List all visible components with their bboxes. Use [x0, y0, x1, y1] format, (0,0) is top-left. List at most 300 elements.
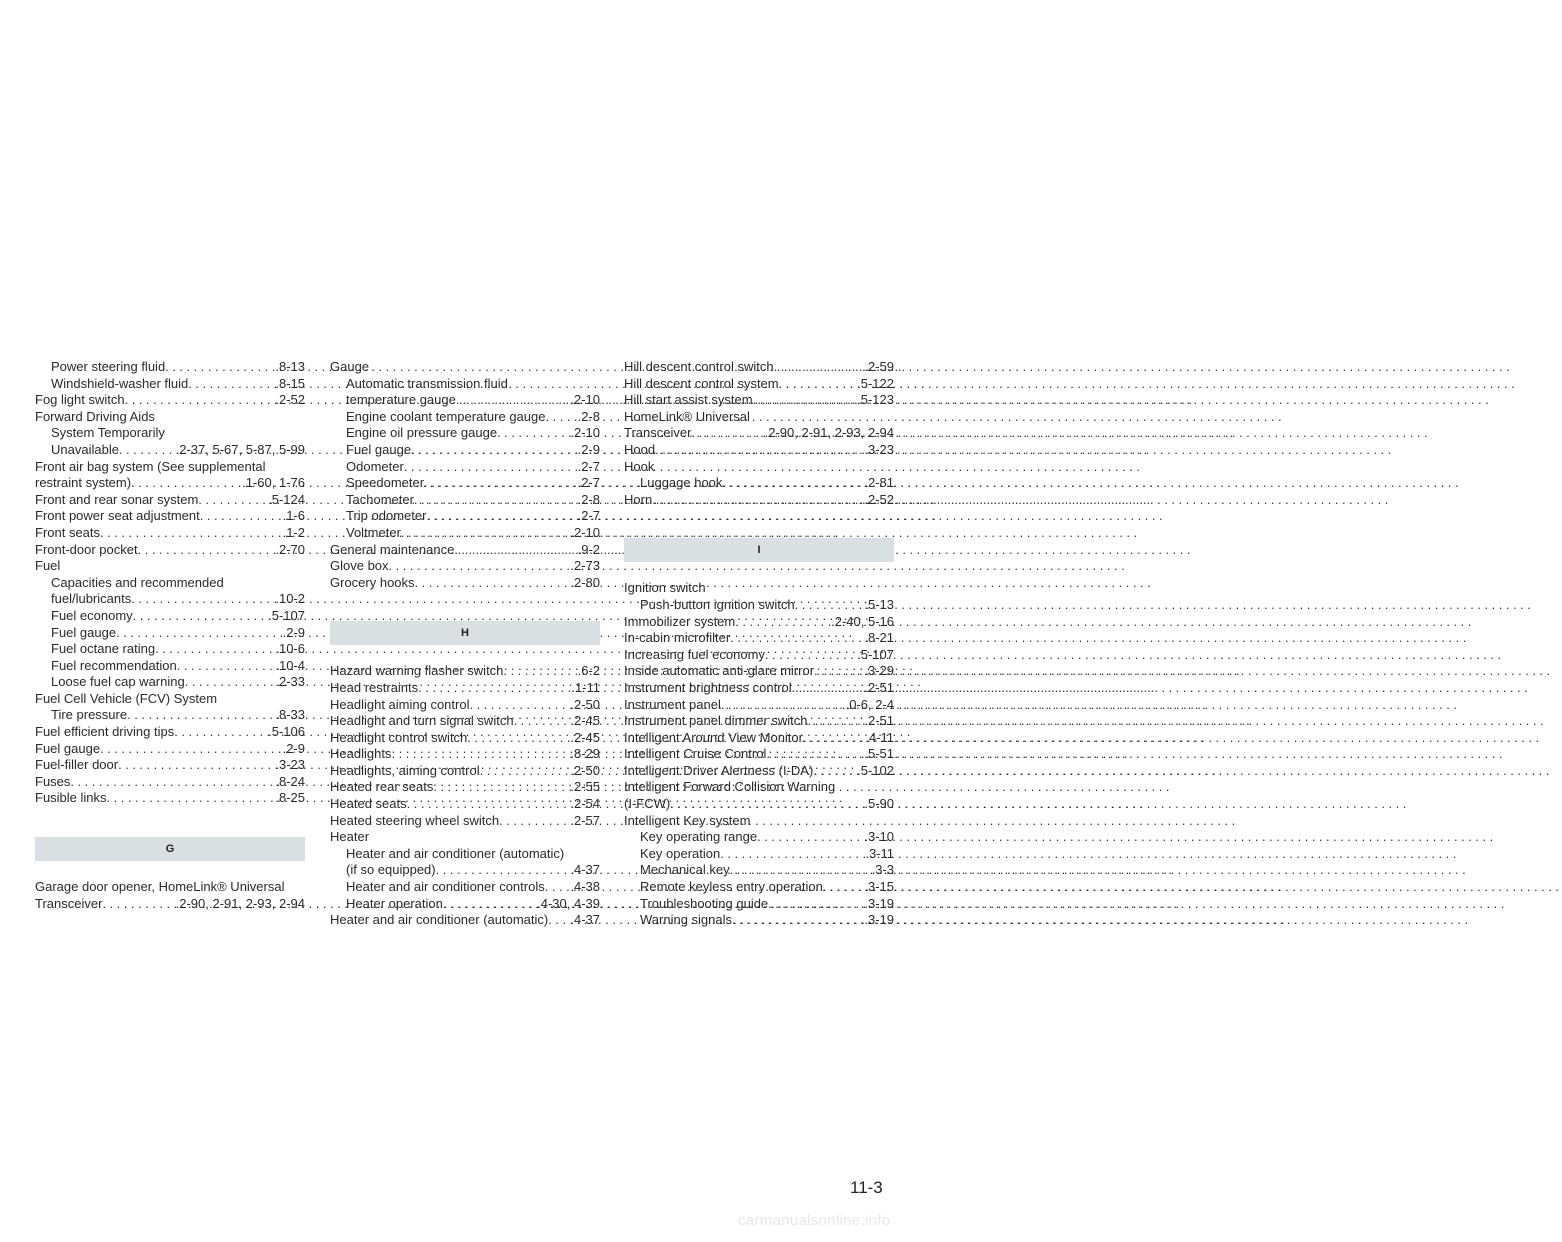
dot-leader	[774, 359, 864, 376]
index-entry[interactable]	[624, 730, 894, 747]
index-entry-page[interactable]: . 3-11	[864, 846, 894, 863]
index-entry-page[interactable]: . 3-29	[863, 663, 894, 680]
index-entry-label: restraint system)	[35, 475, 132, 491]
index-entry-page[interactable]: . 2-7	[577, 508, 600, 525]
index-entry-label: Headlights, aiming control	[330, 762, 480, 778]
dot-leader	[691, 425, 763, 442]
index-entry-page[interactable]: . 2-10	[569, 392, 600, 409]
index-entry-label: Intelligent Around View Monitor	[624, 729, 803, 745]
index-entry[interactable]	[624, 763, 894, 780]
index-entry-page[interactable]: . 2-90, 2-91, 2-93, 2-94	[764, 425, 894, 442]
index-entry[interactable]	[330, 508, 600, 525]
index-entry-page[interactable]: . 2-33	[274, 674, 305, 691]
index-entry-page[interactable]: . 1-11	[570, 680, 600, 697]
index-entry[interactable]	[330, 442, 600, 459]
index-heading: Intelligent Forward Collision Warning	[624, 779, 836, 795]
index-entry[interactable]	[330, 425, 600, 442]
index-entry-label: Transceiver	[624, 425, 692, 441]
index-entry-label: Tachometer	[346, 491, 414, 507]
index-entry-label: Hood	[624, 441, 656, 457]
index-entry-page[interactable]: . 2-55	[569, 779, 600, 796]
index-heading: Front air bag system (See supplemental	[35, 458, 266, 474]
index-entry[interactable]	[330, 409, 600, 426]
index-entry[interactable]	[330, 746, 600, 763]
index-entry[interactable]	[624, 796, 894, 813]
dot-leader	[404, 459, 577, 476]
dot-leader	[100, 741, 282, 758]
index-entry-label: Increasing fuel economy	[624, 646, 765, 662]
index-entry-page[interactable]: . 2-9	[282, 741, 305, 758]
index-entry-page[interactable]: . 3-15	[863, 879, 894, 896]
dot-leader	[721, 697, 845, 714]
index-entry-label: Fuel efficient driving tips	[35, 724, 175, 740]
index-entry-page[interactable]: . 2-7	[577, 459, 600, 476]
index-entry[interactable]	[624, 896, 894, 913]
dot-leader	[424, 475, 577, 492]
index-entry[interactable]	[330, 459, 600, 476]
index-entry-page[interactable]: . 4-38	[569, 879, 600, 896]
dot-leader	[188, 376, 274, 393]
index-entry-page[interactable]: . 2-10	[569, 525, 600, 542]
index-entry-label: Horn	[624, 491, 653, 507]
index-entry-label: In-cabin microfilter	[624, 630, 731, 646]
index-entry-page[interactable]: . 2-59	[863, 359, 894, 376]
index-entry-label: Voltmeter	[346, 524, 401, 540]
index-entry-page[interactable]: . 4-37	[569, 912, 600, 929]
dot-leader	[467, 730, 569, 747]
index-entry[interactable]	[35, 608, 305, 625]
dot-leader	[414, 492, 577, 509]
index-entry-page[interactable]: . 8-15	[274, 376, 305, 393]
index-entry[interactable]	[330, 879, 600, 896]
index-entry-label: Instrument panel dimmer switch	[624, 713, 808, 729]
index-entry[interactable]	[624, 879, 894, 896]
index-entry-page[interactable]: . 3-23	[863, 442, 894, 459]
index-entry-label: Inside automatic anti-glare mirror	[624, 663, 815, 679]
index-entry-page[interactable]: . 10-6	[274, 641, 305, 658]
index-entry-page[interactable]: . 8-25	[274, 790, 305, 807]
index-entry[interactable]	[35, 896, 305, 913]
index-entry-label: Instrument panel	[624, 696, 721, 712]
index-entry-page[interactable]: . 2-54	[569, 796, 600, 813]
index-entry-page[interactable]: . 10-2	[274, 591, 305, 608]
dot-leader	[102, 896, 174, 913]
index-entry[interactable]	[624, 697, 894, 714]
dot-leader	[177, 658, 275, 675]
dot-leader	[735, 614, 830, 631]
index-entry-page[interactable]: . 2-50	[569, 697, 600, 714]
index-entry[interactable]	[624, 425, 894, 442]
index-entry-page[interactable]: . 0-6, 2-4	[845, 697, 894, 714]
index-entry-page[interactable]: . 4-11	[864, 730, 894, 747]
dot-leader	[732, 912, 863, 929]
index-entry-page[interactable]: . 5-122	[856, 376, 894, 393]
index-entry-label: Fuel economy	[51, 607, 133, 623]
dot-leader	[779, 376, 857, 393]
index-entry-label: Key operating range	[640, 829, 758, 845]
index-entry[interactable]	[330, 813, 600, 830]
index-column-3	[624, 359, 894, 929]
index-entry[interactable]	[624, 862, 894, 879]
index-entry[interactable]	[35, 376, 305, 393]
index-entry-label: Hazard warning flasher switch	[330, 663, 504, 679]
index-entry-label: fuel/lubricants	[51, 591, 132, 607]
index-entry-page[interactable]: . 10-4	[274, 658, 305, 675]
index-entry-page[interactable]: . 8-29	[569, 746, 600, 763]
dot-leader	[808, 713, 864, 730]
index-entry[interactable]	[330, 575, 600, 592]
index-entry[interactable]	[330, 542, 600, 559]
index-entry[interactable]	[624, 912, 894, 929]
index-heading: System Temporarily	[51, 425, 165, 441]
index-heading: Hook	[624, 458, 655, 474]
dot-leader	[670, 796, 863, 813]
index-entry[interactable]	[624, 614, 894, 631]
index-entry-label: Headlight aiming control	[330, 696, 470, 712]
index-entry-page[interactable]: . 2-81	[863, 475, 894, 492]
index-entry-label: Tire pressure	[51, 707, 128, 723]
index-heading: Capacities and recommended	[51, 574, 224, 590]
index-entry[interactable]	[330, 779, 600, 796]
dot-leader	[454, 542, 576, 559]
dot-leader	[652, 492, 863, 509]
dot-leader	[823, 879, 864, 896]
index-entry-label: Hill descent control system	[624, 375, 779, 391]
index-entry[interactable]	[330, 730, 600, 747]
dot-leader	[407, 796, 570, 813]
dot-leader	[730, 630, 863, 647]
index-entry-label: Fusible links	[35, 790, 107, 806]
index-entry-page[interactable]: . 8-33	[274, 707, 305, 724]
dot-leader	[795, 597, 864, 614]
dot-leader	[100, 525, 282, 542]
index-entry[interactable]	[35, 475, 305, 492]
index-entry[interactable]	[330, 912, 600, 929]
index-entry[interactable]	[624, 475, 894, 492]
index-entry-page[interactable]: . 2-7	[577, 475, 600, 492]
dot-leader	[125, 392, 275, 409]
index-entry[interactable]	[35, 724, 305, 741]
index-entry[interactable]	[35, 542, 305, 559]
watermark-text: carmanualsonline.info	[738, 1212, 891, 1229]
index-entry-page[interactable]: . 2-9	[282, 625, 305, 642]
index-entry[interactable]	[624, 630, 894, 647]
dot-leader	[155, 641, 274, 658]
dot-leader	[131, 591, 274, 608]
index-entry-page[interactable]: . 2-90, 2-91, 2-93, 2-94	[175, 896, 305, 913]
index-entry-label: Intelligent Cruise Control	[624, 746, 767, 762]
index-entry-page[interactable]: . 5-107	[267, 608, 305, 625]
index-entry-page[interactable]: . 1-60, 1-76	[241, 475, 305, 492]
index-entry-page[interactable]: . 3-10	[863, 829, 894, 846]
index-entry-page[interactable]: . 2-51	[863, 713, 894, 730]
dot-leader	[389, 558, 570, 575]
index-entry[interactable]	[624, 492, 894, 509]
index-entry-label: Fuel recommendation	[51, 657, 177, 673]
index-entry-page[interactable]: . 4-30, 4-39	[536, 896, 600, 913]
index-entry-page[interactable]: . 5-107	[856, 647, 894, 664]
index-column-1	[35, 359, 305, 912]
section-letter-heading: G	[35, 837, 305, 861]
index-entry[interactable]	[624, 829, 894, 846]
dot-leader	[401, 525, 569, 542]
index-entry[interactable]	[35, 525, 305, 542]
section-letter-heading: I	[624, 538, 894, 562]
index-entry-label: Power steering fluid	[51, 359, 166, 374]
index-entry-label: Fuel gauge	[51, 624, 117, 640]
index-entry-page[interactable]: . 2-45	[569, 713, 600, 730]
index-heading: Automatic transmission fluid	[346, 375, 508, 391]
index-entry-page[interactable]: . 8-21	[863, 630, 894, 647]
index-entry[interactable]	[35, 392, 305, 409]
index-entry[interactable]	[35, 442, 305, 459]
index-entry-page[interactable]: . 2-8	[577, 492, 600, 509]
index-entry-label: Luggage hook	[640, 475, 723, 491]
index-entry-label: Troubleshooting guide	[640, 895, 769, 911]
index-entry[interactable]	[330, 663, 600, 680]
index-entry-page[interactable]: . 2-10	[569, 425, 600, 442]
dot-leader	[200, 508, 282, 525]
index-entry[interactable]	[35, 658, 305, 675]
dot-leader	[443, 896, 536, 913]
index-entry[interactable]	[35, 674, 305, 691]
dot-leader	[722, 475, 863, 492]
index-heading: Garage door opener, HomeLink® Universal	[35, 879, 285, 895]
index-heading: Heater	[330, 829, 370, 845]
dot-leader	[545, 879, 570, 896]
index-entry-page[interactable]: . 2-51	[863, 680, 894, 697]
dot-leader	[436, 862, 570, 879]
index-entry[interactable]	[330, 558, 600, 575]
index-entry-label: Hill start assist system	[624, 392, 753, 408]
index-entry-label: Fuel octane rating	[51, 641, 156, 657]
index-entry-label: Transceiver	[35, 895, 103, 911]
index-entry[interactable]	[624, 376, 894, 393]
index-entry-page[interactable]: . 2-52	[274, 392, 305, 409]
index-entry[interactable]	[330, 796, 600, 813]
index-entry-page[interactable]: . 5-90	[863, 796, 894, 813]
dot-leader	[165, 359, 274, 376]
dot-leader	[127, 707, 274, 724]
index-entry[interactable]	[35, 492, 305, 509]
index-entry[interactable]	[330, 392, 600, 409]
index-heading: Forward Driving Aids	[35, 408, 155, 424]
index-entry[interactable]	[330, 862, 600, 879]
dot-leader	[753, 392, 857, 409]
index-entry[interactable]	[330, 763, 600, 780]
index-entry-label: Fuses	[35, 773, 71, 789]
dot-leader	[730, 862, 871, 879]
index-entry-label: Headlights	[330, 746, 392, 762]
index-entry-label: Fuel gauge	[35, 740, 101, 756]
index-entry-label: Mechanical key	[640, 862, 730, 878]
dot-leader	[514, 713, 570, 730]
index-entry-page[interactable]: . 5-102	[856, 763, 894, 780]
index-heading: Fuel	[35, 558, 61, 574]
dot-leader	[116, 625, 282, 642]
index-entry-label: Grocery hooks	[330, 574, 415, 590]
dot-leader	[198, 492, 267, 509]
index-entry-page[interactable]: . 5-13	[863, 597, 894, 614]
index-entry-page[interactable]: . 3-23	[274, 757, 305, 774]
index-entry-label: Headlight and turn signal switch	[330, 713, 514, 729]
dot-leader	[768, 896, 863, 913]
index-entry-label: Front-door pocket	[35, 541, 138, 557]
dot-leader	[418, 680, 570, 697]
index-entry[interactable]	[35, 741, 305, 758]
index-entry[interactable]	[35, 591, 305, 608]
index-entry-page[interactable]: . 2-73	[569, 558, 600, 575]
index-entry[interactable]	[624, 359, 894, 376]
index-entry-page[interactable]: . 2-50	[569, 763, 600, 780]
index-entry-page[interactable]: . 3-19	[863, 896, 894, 913]
index-entry[interactable]	[624, 846, 894, 863]
index-entry[interactable]	[35, 625, 305, 642]
index-heading: Gauge	[330, 359, 370, 374]
index-entry[interactable]	[330, 475, 600, 492]
index-entry-page[interactable]: . 2-45	[569, 730, 600, 747]
dot-leader	[119, 442, 175, 459]
index-entry-label: Hill descent control switch	[624, 359, 774, 374]
index-entry-label: Warning signals	[640, 912, 733, 928]
dot-leader	[814, 663, 863, 680]
index-entry[interactable]	[330, 896, 600, 913]
index-entry-page[interactable]: . 8-24	[274, 774, 305, 791]
index-entry-label: Instrument brightness control	[624, 679, 792, 695]
index-entry-label: Intelligent Driver Alertness (I-DA)	[624, 762, 814, 778]
index-entry-label: Front power seat adjustment	[35, 508, 200, 524]
index-entry-page[interactable]: . 5-106	[267, 724, 305, 741]
index-entry-page[interactable]: . 1-2	[282, 525, 305, 542]
index-entry-label: Front and rear sonar system	[35, 491, 199, 507]
index-entry[interactable]	[330, 492, 600, 509]
index-entry-page[interactable]: . 4-37	[569, 862, 600, 879]
index-entry-label: Front seats	[35, 524, 101, 540]
index-entry-page[interactable]: . 2-9	[577, 442, 600, 459]
index-entry-page[interactable]: . 2-57	[569, 813, 600, 830]
index-entry-page[interactable]: . 9-2	[577, 542, 600, 559]
index-entry-label: Heater and air conditioner (automatic)	[330, 912, 549, 928]
index-entry-label: Fuel gauge	[346, 441, 412, 457]
dot-leader	[415, 575, 570, 592]
dot-leader	[803, 730, 864, 747]
index-entry-label: temperature gauge	[346, 392, 456, 408]
index-entry-page[interactable]: . 2-40, 5-16	[830, 614, 894, 631]
index-heading: Heater and air conditioner (automatic)	[346, 845, 565, 861]
index-entry-page[interactable]: . 6-2	[577, 663, 600, 680]
dot-leader	[792, 680, 864, 697]
dot-leader	[70, 774, 274, 791]
index-entry-page[interactable]: . 1-6	[282, 508, 305, 525]
index-entry-label: (if so equipped)	[346, 862, 436, 878]
index-entry-page[interactable]: . 3-3	[871, 862, 894, 879]
index-entry-label: Remote keyless entry operation	[640, 879, 823, 895]
index-entry[interactable]	[624, 663, 894, 680]
index-entry[interactable]	[35, 508, 305, 525]
dot-leader	[469, 697, 569, 714]
dot-leader	[655, 442, 863, 459]
index-entry-page[interactable]: . 5-123	[856, 392, 894, 409]
index-entry[interactable]	[624, 746, 894, 763]
dot-leader	[433, 779, 569, 796]
index-heading: HomeLink® Universal	[624, 408, 750, 424]
dot-leader	[391, 746, 569, 763]
index-entry[interactable]	[35, 790, 305, 807]
dot-leader	[456, 392, 569, 409]
dot-leader	[107, 790, 275, 807]
index-entry-label: Trip odometer	[346, 508, 427, 524]
index-heading: Fuel Cell Vehicle (FCV) System	[35, 690, 218, 706]
index-entry-label: (I-FCW)	[624, 796, 671, 812]
index-entry[interactable]	[35, 757, 305, 774]
index-entry[interactable]	[624, 442, 894, 459]
index-entry-label: Headlight control switch	[330, 729, 468, 745]
index-entry[interactable]	[35, 641, 305, 658]
index-entry-page[interactable]: . 5-51	[863, 746, 894, 763]
index-entry[interactable]	[35, 707, 305, 724]
dot-leader	[497, 425, 569, 442]
index-entry-page[interactable]: . 8-13	[274, 359, 305, 376]
index-entry[interactable]	[35, 359, 305, 376]
index-entry-label: Unavailable	[51, 441, 119, 457]
index-entry[interactable]	[624, 647, 894, 664]
dot-leader	[765, 647, 856, 664]
dot-leader	[411, 442, 577, 459]
index-heading: Intelligent Key system	[624, 812, 751, 828]
index-entry-page[interactable]: . 2-70	[274, 542, 305, 559]
index-entry-label: Heated seats	[330, 796, 407, 812]
index-entry-page[interactable]: . 2-80	[569, 575, 600, 592]
index-entry-label: General maintenance	[330, 541, 455, 557]
index-entry[interactable]	[330, 697, 600, 714]
index-entry-page[interactable]: . 2-8	[577, 409, 600, 426]
index-entry[interactable]	[624, 713, 894, 730]
section-letter-heading: H	[330, 621, 600, 645]
dot-leader	[131, 475, 241, 492]
index-entry-label: Head restraints	[330, 679, 419, 695]
index-entry[interactable]	[35, 774, 305, 791]
index-entry[interactable]	[330, 525, 600, 542]
index-entry-label: Key operation	[640, 845, 721, 861]
dot-leader	[766, 746, 863, 763]
dot-leader	[720, 846, 864, 863]
dot-leader	[503, 663, 576, 680]
dot-leader	[499, 813, 569, 830]
index-entry-label: Fuel-filler door	[35, 757, 119, 773]
dot-leader	[813, 763, 856, 780]
index-entry[interactable]	[624, 597, 894, 614]
index-entry[interactable]	[624, 680, 894, 697]
index-entry-page[interactable]: . 5-124	[267, 492, 305, 509]
index-entry-label: Fog light switch	[35, 392, 125, 408]
dot-leader	[545, 409, 576, 426]
index-entry-label: Odometer	[346, 458, 404, 474]
dot-leader	[118, 757, 274, 774]
index-entry[interactable]	[330, 713, 600, 730]
index-entry[interactable]	[330, 680, 600, 697]
dot-leader	[426, 508, 576, 525]
index-entry-label: Speedometer	[346, 475, 425, 491]
index-entry-label: Engine coolant temperature gauge	[346, 408, 546, 424]
index-entry[interactable]	[624, 392, 894, 409]
index-entry-label: Windshield-washer fluid	[51, 375, 189, 391]
index-heading: Ignition switch	[624, 580, 706, 596]
index-entry-page[interactable]: . 3-19	[863, 912, 894, 929]
index-entry-page[interactable]: . 2-37, 5-67, 5-87, 5-99	[175, 442, 305, 459]
index-entry-label: Glove box	[330, 558, 389, 574]
index-column-2	[330, 359, 600, 929]
index-entry-page[interactable]: . 2-52	[863, 492, 894, 509]
